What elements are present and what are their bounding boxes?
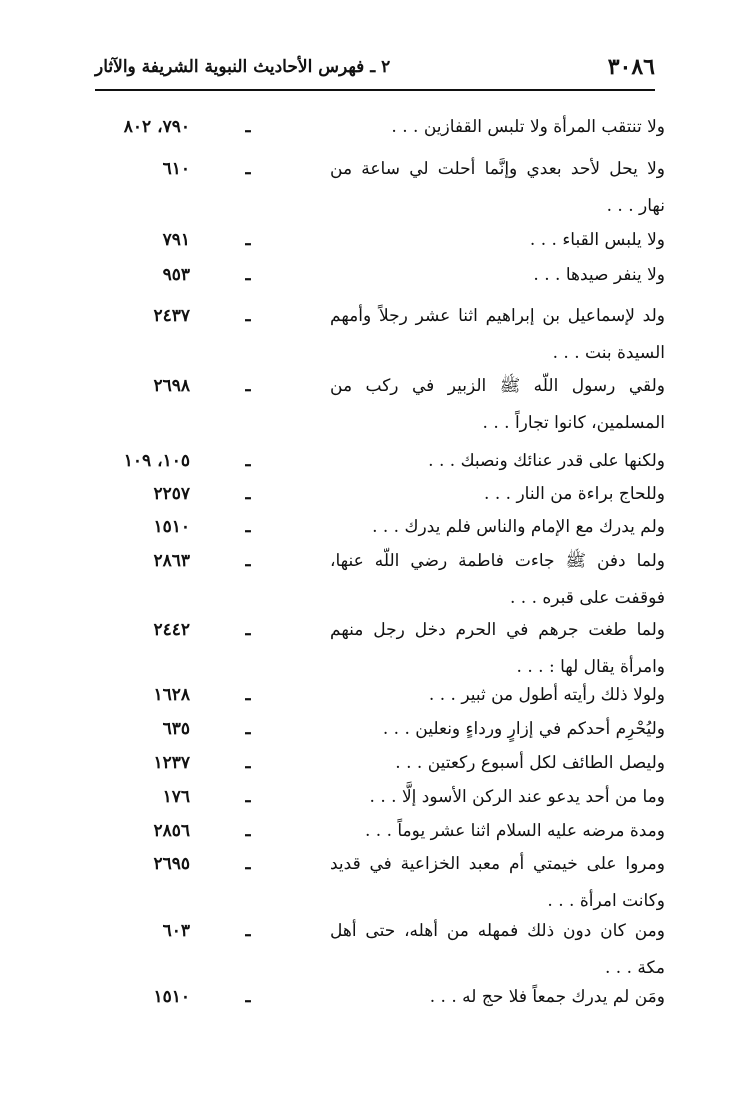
hadith-text: وللحاج براءة من النار . . . xyxy=(484,484,665,504)
separator-dash: ـ xyxy=(245,821,251,841)
separator-dash: ـ xyxy=(245,517,251,537)
hadith-text: ومن كان دون ذلك فمهله من أهله، حتى أهل مكة . . . xyxy=(330,921,665,978)
reference-number: ٧٩٠، ٨٠٢ xyxy=(123,117,190,137)
separator-dash: ـ xyxy=(245,230,251,250)
separator-dash: ـ xyxy=(245,484,251,504)
reference-number: ٢٤٤٢ xyxy=(153,620,190,640)
hadith-text: وما من أحد يدعو عند الركن الأسود إلَّا . . . xyxy=(369,787,665,807)
reference-number: ١٦٢٨ xyxy=(153,685,190,705)
separator-dash: ـ xyxy=(245,551,251,571)
separator-dash: ـ xyxy=(245,376,251,396)
reference-number: ١٠٥، ١٠٩ xyxy=(123,451,190,471)
reference-number: ١٥١٠ xyxy=(153,517,190,537)
separator-dash: ـ xyxy=(245,854,251,874)
reference-number: ١٢٣٧ xyxy=(153,753,190,773)
page-number: ٣٠٨٦ xyxy=(607,54,655,80)
separator-dash: ـ xyxy=(245,787,251,807)
hadith-text: ولم يدرك مع الإمام والناس فلم يدرك . . . xyxy=(372,517,665,537)
reference-number: ٢٢٥٧ xyxy=(153,484,190,504)
running-title: ٢ ـ فهرس الأحاديث النبوية الشريفة والآثار xyxy=(95,57,391,77)
reference-number: ١٥١٠ xyxy=(153,987,190,1007)
hadith-text: وليصل الطائف لكل أسبوع ركعتين . . . xyxy=(395,753,665,773)
separator-dash: ـ xyxy=(245,159,251,179)
separator-dash: ـ xyxy=(245,306,251,326)
hadith-text: ولا يلبس القباء . . . xyxy=(529,230,665,250)
reference-number: ٢٦٩٥ xyxy=(153,854,190,874)
reference-number: ٦٠٣ xyxy=(162,921,190,941)
hadith-text: وليُحْرِم أحدكم في إزارٍ ورداءٍ ونعلين . . . xyxy=(382,719,665,739)
hadith-text: ومدة مرضه عليه السلام اثنا عشر يوماً . . . xyxy=(364,821,665,841)
hadith-text: ولولا ذلك رأيته أطول من ثبير . . . xyxy=(428,685,665,705)
hadith-text: ولد لإسماعيل بن إبراهيم اثنا عشر رجلاً وأمهم السيدة بنت . . . xyxy=(330,306,665,363)
hadith-text: ولا تنتقب المرأة ولا تلبس القفازين . . . xyxy=(391,117,665,137)
separator-dash: ـ xyxy=(245,451,251,471)
hadith-text: ولما دفن ﷺ جاءت فاطمة رضي اللّه عنها، فوقفت على قبره . . . xyxy=(330,551,665,608)
hadith-text: ومروا على خيمتي أم معبد الخزاعية في قديد وكانت امرأة . . . xyxy=(330,854,665,911)
separator-dash: ـ xyxy=(245,719,251,739)
separator-dash: ـ xyxy=(245,620,251,640)
hadith-text: ولما طغت جرهم في الحرم دخل رجل منهم وامرأة يقال لها : . . . xyxy=(330,620,665,677)
separator-dash: ـ xyxy=(245,265,251,285)
reference-number: ٦١٠ xyxy=(162,159,190,179)
reference-number: ١٧٦ xyxy=(162,787,190,807)
reference-number: ٧٩١ xyxy=(162,230,190,250)
hadith-text: ولقي رسول اللّه ﷺ الزبير في ركب من المسلمين، كانوا تجاراً . . . xyxy=(330,376,665,433)
reference-number: ٢٨٥٦ xyxy=(153,821,190,841)
hadith-text: ولكنها على قدر عنائك ونصبك . . . xyxy=(428,451,665,471)
hadith-text: ولا يحل لأحد بعدي وإنَّما أحلت لي ساعة من نهار . . . xyxy=(330,159,665,216)
reference-number: ٩٥٣ xyxy=(162,265,190,285)
separator-dash: ـ xyxy=(245,685,251,705)
reference-number: ٢٤٣٧ xyxy=(153,306,190,326)
hadith-text: ولا ينفر صيدها . . . xyxy=(533,265,665,285)
reference-number: ٦٣٥ xyxy=(162,719,190,739)
reference-number: ٢٨٦٣ xyxy=(153,551,190,571)
separator-dash: ـ xyxy=(245,987,251,1007)
reference-number: ٢٦٩٨ xyxy=(153,376,190,396)
hadith-text: ومَن لم يدرك جمعاً فلا حج له . . . xyxy=(429,987,665,1007)
separator-dash: ـ xyxy=(245,753,251,773)
separator-dash: ـ xyxy=(245,921,251,941)
separator-dash: ـ xyxy=(245,117,251,137)
